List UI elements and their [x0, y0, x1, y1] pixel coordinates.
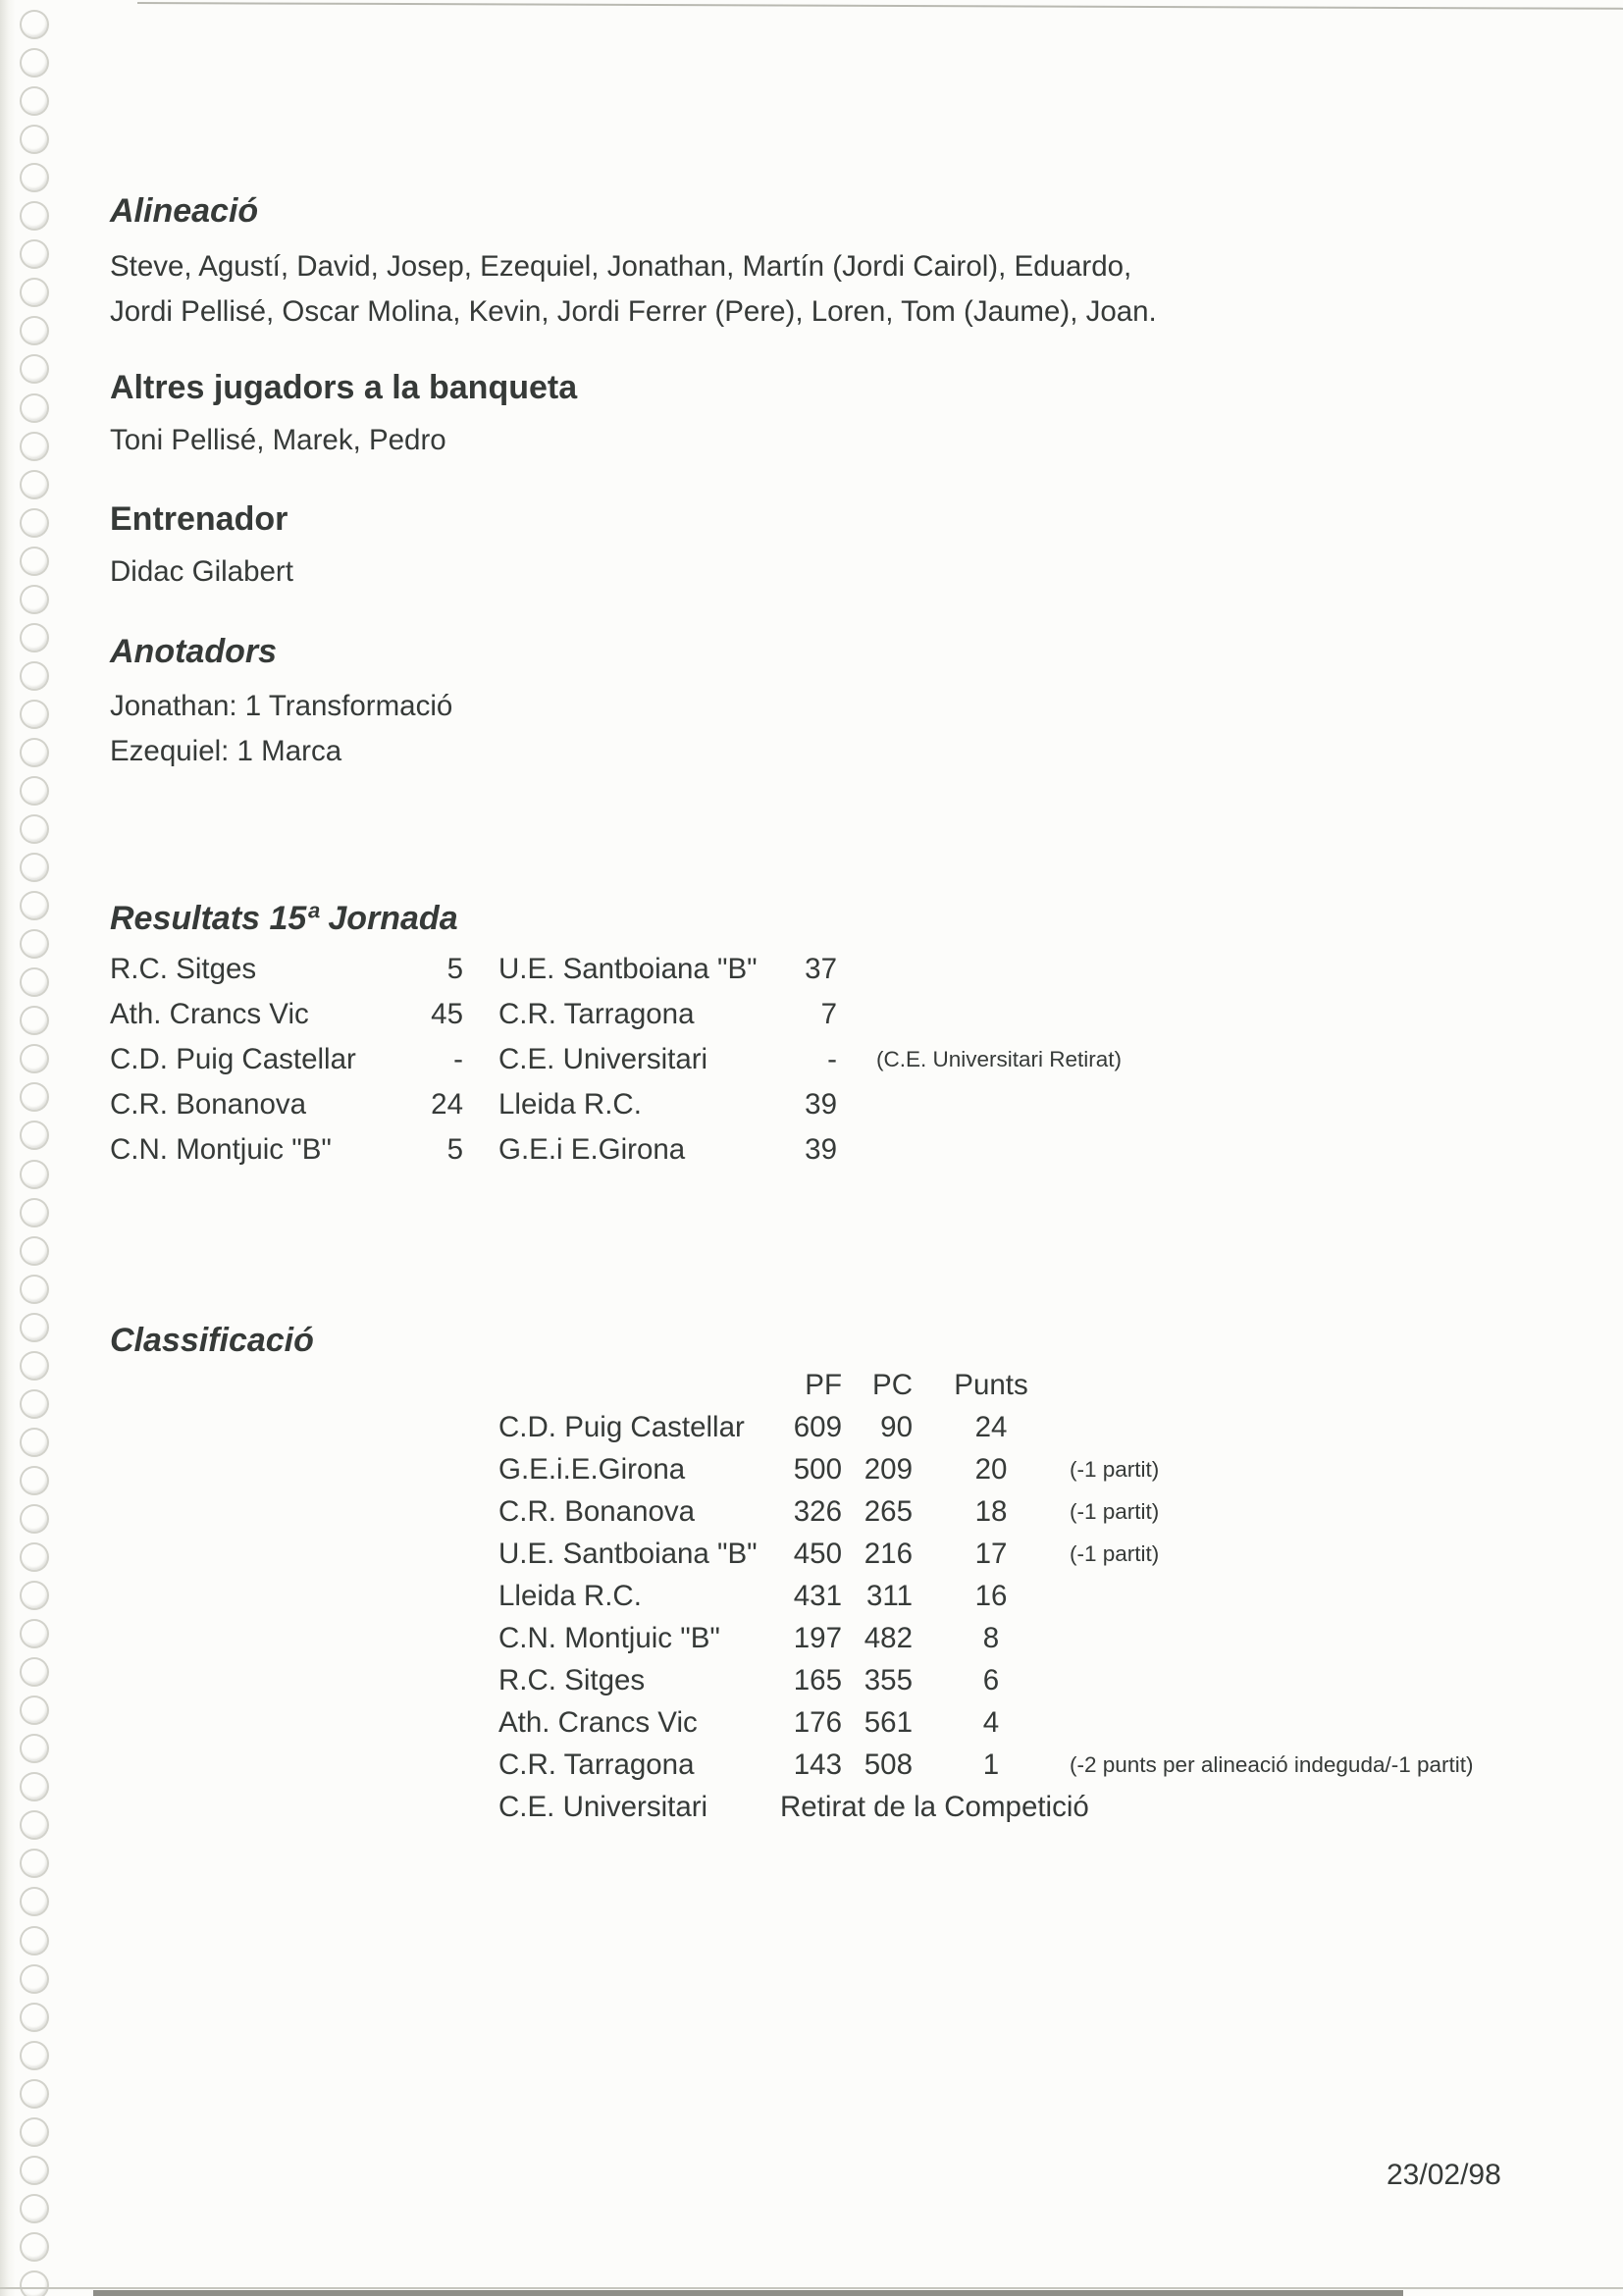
away-team: Lleida R.C.	[498, 1088, 642, 1121]
paper-left-edge	[0, 0, 16, 2296]
binder-hole	[20, 1964, 49, 1994]
away-team: C.R. Tarragona	[498, 998, 695, 1030]
away-score: 39	[805, 1088, 837, 1121]
result-row	[110, 1037, 1122, 1082]
points-for: 143	[793, 1748, 842, 1781]
away-score: 37	[805, 953, 837, 985]
home-score: 24	[431, 1088, 463, 1121]
home-team: C.N. Montjuic "B"	[110, 1133, 332, 1166]
binder-hole	[20, 1772, 49, 1801]
classification-note: (-1 partit)	[1070, 1498, 1160, 1524]
away-team: C.E. Universitari	[498, 1043, 708, 1075]
binder-hole	[20, 10, 49, 39]
home-score: 45	[431, 998, 463, 1030]
result-row	[110, 1082, 1122, 1127]
team-name: Ath. Crancs Vic	[498, 1705, 698, 1739]
classification-row	[498, 1406, 1474, 1448]
binder-hole	[20, 1810, 49, 1840]
points-for: 165	[793, 1663, 842, 1696]
classification-row	[498, 1533, 1474, 1575]
away-team: U.E. Santboiana "B"	[498, 953, 758, 985]
classification-note: (-1 partit)	[1070, 1540, 1160, 1566]
binder-hole	[20, 2041, 49, 2070]
binder-hole	[20, 1121, 49, 1150]
classification-row	[498, 1744, 1474, 1786]
section-title-banqueta: Altres jugadors a la banqueta	[110, 369, 578, 406]
binder-hole	[20, 125, 49, 154]
result-row	[110, 947, 1122, 992]
points-for: 326	[793, 1494, 842, 1528]
binder-hole	[20, 354, 49, 384]
text-line: Toni Pellisé, Marek, Pedro	[110, 424, 446, 456]
section-title-entrenador: Entrenador	[110, 500, 288, 538]
points: 4	[982, 1705, 1000, 1739]
classification-row	[498, 1617, 1474, 1659]
binder-hole	[20, 239, 49, 269]
text-line: Steve, Agustí, David, Josep, Ezequiel, Jonathan, Martín (Jordi Cairol), Eduardo,	[110, 250, 1132, 283]
binder-hole	[20, 470, 49, 499]
points-against: 216	[864, 1537, 913, 1570]
binder-hole	[20, 2079, 49, 2109]
home-team: Ath. Crancs Vic	[110, 998, 309, 1030]
binder-hole	[20, 86, 49, 116]
binder-hole	[20, 585, 49, 614]
points-against: 561	[864, 1705, 913, 1739]
text-line: Didac Gilabert	[110, 555, 293, 588]
result-note: (C.E. Universitari Retirat)	[876, 1047, 1123, 1071]
team-name: C.R. Bonanova	[498, 1494, 696, 1528]
team-status: Retirat de la Competició	[780, 1790, 1089, 1823]
points: 1	[982, 1748, 1000, 1781]
binder-hole	[20, 163, 49, 192]
binder-hole	[20, 1351, 49, 1381]
binder-hole	[20, 2003, 49, 2032]
team-name: C.R. Tarragona	[498, 1748, 695, 1781]
binder-hole	[20, 623, 49, 652]
section-title-alineacio: Alineació	[110, 192, 259, 230]
alineacio-lines	[110, 244, 1157, 335]
binder-hole	[20, 278, 49, 307]
document-date: 23/02/98	[1387, 2159, 1501, 2191]
classification-row	[498, 1575, 1474, 1617]
binder-hole	[20, 1198, 49, 1227]
points-for: 609	[793, 1410, 842, 1443]
binder-hole	[20, 2156, 49, 2185]
binder-hole	[20, 738, 49, 767]
classification-note: (-2 punts per alineació indeguda/-1 partit)	[1070, 1751, 1474, 1777]
binder-hole	[20, 776, 49, 806]
binder-hole	[20, 1389, 49, 1419]
text-line: Ezequiel: 1 Marca	[110, 735, 342, 767]
binder-hole	[20, 48, 49, 78]
binder-hole	[20, 1581, 49, 1610]
classification-header-pc: PC	[872, 1368, 913, 1401]
points: 16	[974, 1579, 1008, 1612]
classification-row	[498, 1786, 1474, 1828]
classification-row	[498, 1490, 1474, 1533]
home-score: 5	[446, 1133, 463, 1166]
binder-hole	[20, 929, 49, 959]
team-name: Lleida R.C.	[498, 1579, 642, 1612]
points: 6	[982, 1663, 1000, 1696]
points: 24	[974, 1410, 1008, 1443]
binder-hole	[20, 891, 49, 920]
binder-hole	[20, 2270, 49, 2296]
binder-hole	[20, 508, 49, 538]
banqueta-lines	[110, 418, 446, 463]
result-row	[110, 1127, 1122, 1173]
scan-artifact-bottom-band	[93, 2290, 1403, 2296]
team-name: C.E. Universitari	[498, 1790, 708, 1823]
classification-row	[498, 1659, 1474, 1701]
points-against: 209	[864, 1452, 913, 1486]
home-team: R.C. Sitges	[110, 953, 257, 985]
binder-hole	[20, 201, 49, 231]
binder-hole	[20, 1657, 49, 1687]
points-against: 508	[864, 1748, 913, 1781]
text-line: Jonathan: 1 Transformació	[110, 690, 453, 722]
binder-hole	[20, 1160, 49, 1189]
section-title-resultats: Resultats 15ª Jornada	[110, 900, 458, 937]
classification-header-pf: PF	[805, 1368, 842, 1401]
team-name: R.C. Sitges	[498, 1663, 646, 1696]
binder-hole	[20, 1236, 49, 1266]
points-against: 482	[864, 1621, 913, 1654]
points-for: 176	[793, 1705, 842, 1739]
binder-hole	[20, 2117, 49, 2147]
away-score: 7	[820, 998, 837, 1030]
binder-hole	[20, 1887, 49, 1916]
points-for: 500	[793, 1452, 842, 1486]
anotadors-lines	[110, 683, 452, 773]
home-team: C.R. Bonanova	[110, 1088, 307, 1121]
points-for: 197	[793, 1621, 842, 1654]
binder-hole	[20, 853, 49, 882]
binder-hole	[20, 393, 49, 423]
classification-header-punts: Punts	[954, 1368, 1028, 1401]
results-table	[110, 947, 1122, 1173]
binder-hole	[20, 1696, 49, 1725]
team-name: C.N. Montjuic "B"	[498, 1621, 720, 1654]
classification-row	[498, 1701, 1474, 1744]
team-name: U.E. Santboiana "B"	[498, 1537, 758, 1570]
section-title-classificacio: Classificació	[110, 1322, 314, 1359]
classification-table	[498, 1364, 1474, 1828]
binder-hole	[20, 1044, 49, 1073]
home-score: 5	[446, 953, 463, 985]
binder-hole	[20, 1313, 49, 1342]
binder-hole	[20, 1849, 49, 1878]
binder-hole	[20, 1619, 49, 1648]
away-score: 39	[805, 1133, 837, 1166]
binder-hole	[20, 814, 49, 844]
points: 18	[974, 1494, 1008, 1528]
binder-hole	[20, 1082, 49, 1112]
points-against: 90	[880, 1410, 913, 1443]
classification-note: (-1 partit)	[1070, 1456, 1160, 1482]
scan-artifact-top-line	[137, 2, 1623, 10]
team-name: G.E.i.E.Girona	[498, 1452, 686, 1486]
home-score: -	[453, 1043, 463, 1075]
binder-hole	[20, 2194, 49, 2223]
binder-hole	[20, 1275, 49, 1304]
classification-rows	[498, 1406, 1474, 1828]
points-against: 311	[865, 1579, 913, 1612]
home-team: C.D. Puig Castellar	[110, 1043, 356, 1075]
points-against: 355	[864, 1663, 913, 1696]
scan-artifact-bottom-line	[0, 2287, 1623, 2289]
team-name: C.D. Puig Castellar	[498, 1410, 745, 1443]
binder-hole	[20, 1504, 49, 1534]
points-for: 431	[793, 1579, 842, 1612]
binder-hole	[20, 547, 49, 576]
binder-hole	[20, 967, 49, 997]
classification-header-row	[498, 1364, 1474, 1406]
binder-hole	[20, 432, 49, 461]
points-for: 450	[793, 1537, 842, 1570]
binder-hole	[20, 316, 49, 345]
binder-hole	[20, 700, 49, 729]
binder-hole	[20, 1734, 49, 1763]
classification-row	[498, 1448, 1474, 1490]
text-line: Jordi Pellisé, Oscar Molina, Kevin, Jordi Ferrer (Pere), Loren, Tom (Jaume), Joan.	[110, 295, 1157, 328]
binder-hole	[20, 1466, 49, 1495]
points-against: 265	[864, 1494, 913, 1528]
points: 17	[974, 1537, 1008, 1570]
binder-hole	[20, 1006, 49, 1035]
away-team: G.E.i E.Girona	[498, 1133, 686, 1166]
entrenador-lines	[110, 549, 293, 595]
binder-hole	[20, 661, 49, 691]
points: 20	[974, 1452, 1008, 1486]
section-title-anotadors: Anotadors	[110, 633, 277, 670]
binder-hole	[20, 1542, 49, 1572]
points: 8	[982, 1621, 1000, 1654]
result-row	[110, 992, 1122, 1037]
binder-hole	[20, 1926, 49, 1956]
away-score: -	[827, 1043, 837, 1075]
binder-hole	[20, 1428, 49, 1457]
binder-hole	[20, 2232, 49, 2262]
